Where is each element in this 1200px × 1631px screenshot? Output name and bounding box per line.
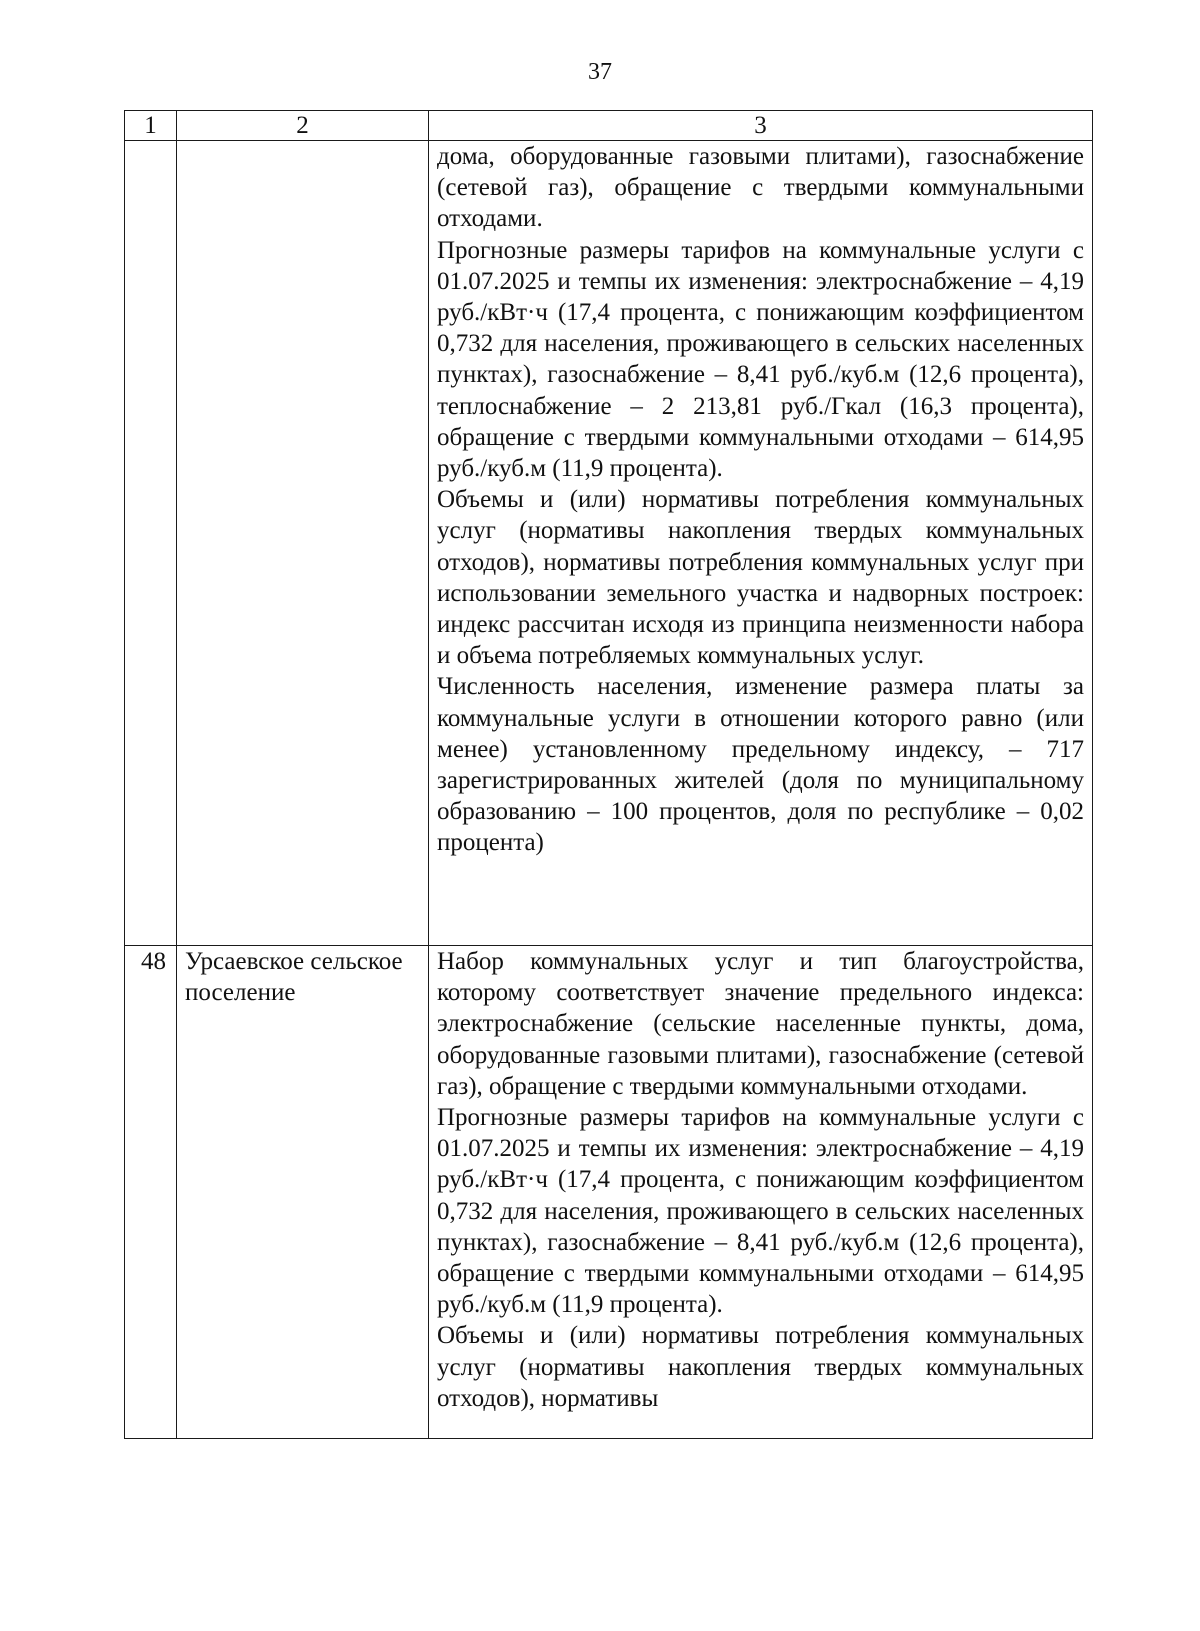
header-col-2: 2 [177, 111, 429, 141]
description-paragraph: Набор коммунальных услуг и тип благоустройства, которому соответствует значение предельного индекса: электроснабжение (сельские населенные пункты, дома, оборудованные газовыми плитами), газоснабжение (сетевой газ), обращение с твердыми коммунальными отходами. [437, 948, 1084, 1100]
description-paragraph: Объемы и (или) нормативы потребления коммунальных услуг (нормативы накопления твердых коммунальных отходов), нормативы [437, 1322, 1084, 1412]
page-number: 37 [588, 59, 612, 85]
table-row [125, 141, 1093, 946]
description-paragraph: Численность населения, изменение размера платы за коммунальные услуги в отношении которого равно (или менее) установленному предельному индексу, – 717 зарегистрированных жителей (доля по муниципальному образованию – 100 процентов, доля по республике – 0,02 процента) [437, 673, 1084, 857]
table-header-row [125, 111, 1093, 141]
description-paragraph: Объемы и (или) нормативы потребления коммунальных услуг (нормативы накопления твердых коммунальных отходов), нормативы потребления коммунальных услуг при использовании земельного участка и надворных построек: индекс рассчитан исходя из принципа неизменности набора и объема потребляемых коммунальных услуг. [437, 486, 1084, 670]
tariff-table [124, 110, 1093, 1439]
settlement-name [177, 141, 429, 946]
table-row [125, 946, 1093, 1439]
row-description [429, 141, 1093, 946]
row-number [125, 141, 177, 946]
settlement-name: Урсаевское сельское поселение [177, 946, 429, 1439]
header-col-3: 3 [429, 111, 1093, 141]
header-col-1: 1 [125, 111, 177, 141]
description-paragraph: дома, оборудованные газовыми плитами), газоснабжение (сетевой газ), обращение с твердыми коммунальными отходами. [437, 143, 1084, 233]
row-description [429, 946, 1093, 1439]
description-paragraph: Прогнозные размеры тарифов на коммунальные услуги с 01.07.2025 и темпы их изменения: электроснабжение – 4,19 руб./кВт·ч (17,4 процента, с понижающим коэффициентом 0,732 для населения, проживающего в сельских населенных пунктах), газоснабжение – 8,41 руб./куб.м (12,6 процента), обращение с твердыми коммунальными отходами – 614,95 руб./куб.м (11,9 процента). [437, 1104, 1084, 1319]
description-paragraph: Прогнозные размеры тарифов на коммунальные услуги с 01.07.2025 и темпы их изменения: электроснабжение – 4,19 руб./кВт·ч (17,4 процента, с понижающим коэффициентом 0,732 для населения, проживающего в сельских населенных пунктах), газоснабжение – 8,41 руб./куб.м (12,6 процента), теплоснабжение – 2 213,81 руб./Гкал (16,3 процента), обращение с твердыми коммунальными отходами – 614,95 руб./куб.м (11,9 процента). [437, 236, 1084, 483]
row-number: 48 [125, 946, 177, 1439]
